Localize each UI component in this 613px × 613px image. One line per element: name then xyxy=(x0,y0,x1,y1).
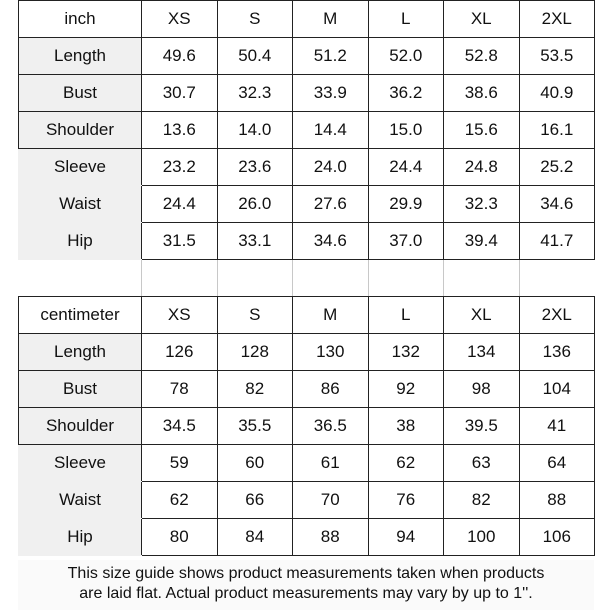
table-row xyxy=(19,112,595,149)
table-cell: 29.9 xyxy=(368,186,444,223)
table-cell: 41 xyxy=(519,408,595,445)
table-row xyxy=(19,149,595,186)
table-cell: 53.5 xyxy=(519,38,595,75)
table-row xyxy=(19,186,595,223)
table-cell: 38 xyxy=(368,408,444,445)
table-cell: 23.2 xyxy=(142,149,218,186)
table-cell: 52.8 xyxy=(444,38,520,75)
row-label: Waist xyxy=(19,482,142,519)
table-cell: 88 xyxy=(293,519,369,556)
table-row xyxy=(19,371,595,408)
table-cell: 13.6 xyxy=(142,112,218,149)
table-cell: 32.3 xyxy=(444,186,520,223)
size-header: 2XL xyxy=(519,1,595,38)
table-cell: 34.6 xyxy=(293,223,369,260)
table-cell: 128 xyxy=(217,334,293,371)
table-row xyxy=(19,445,595,482)
row-label: Waist xyxy=(19,186,142,223)
note-line: are laid flat. Actual product measurements may vary by up to 1''. xyxy=(79,585,533,602)
table-cell: 126 xyxy=(142,334,218,371)
table-cell: 132 xyxy=(368,334,444,371)
table-cell: 15.0 xyxy=(368,112,444,149)
table-cell: 14.4 xyxy=(293,112,369,149)
table-cell: 94 xyxy=(368,519,444,556)
table-cell: 80 xyxy=(142,519,218,556)
table-cell: 63 xyxy=(444,445,520,482)
table-cell: 50.4 xyxy=(217,38,293,75)
table-cell: 33.9 xyxy=(293,75,369,112)
row-label: Length xyxy=(19,38,142,75)
table-cell: 31.5 xyxy=(142,223,218,260)
table-cell: 16.1 xyxy=(519,112,595,149)
table-row xyxy=(19,334,595,371)
size-guide xyxy=(18,0,594,613)
table-cell: 62 xyxy=(368,445,444,482)
size-header: M xyxy=(293,297,369,334)
table-cell: 59 xyxy=(142,445,218,482)
unit-header: inch xyxy=(19,1,142,38)
table-cell: 34.6 xyxy=(519,186,595,223)
table-cell: 14.0 xyxy=(217,112,293,149)
table-cell: 49.6 xyxy=(142,38,218,75)
table-cell: 51.2 xyxy=(293,38,369,75)
table-row xyxy=(19,519,595,556)
size-header: M xyxy=(293,1,369,38)
centimeter-size-table xyxy=(18,296,595,556)
table-cell: 84 xyxy=(217,519,293,556)
table-cell: 106 xyxy=(519,519,595,556)
table-cell: 82 xyxy=(217,371,293,408)
inch-header-row xyxy=(19,1,595,38)
row-label: Sleeve xyxy=(19,149,142,186)
table-cell: 60 xyxy=(217,445,293,482)
table-cell: 15.6 xyxy=(444,112,520,149)
table-cell: 24.4 xyxy=(368,149,444,186)
table-cell: 62 xyxy=(142,482,218,519)
table-cell: 23.6 xyxy=(217,149,293,186)
table-row xyxy=(19,38,595,75)
table-cell: 32.3 xyxy=(217,75,293,112)
row-label: Bust xyxy=(19,371,142,408)
table-cell: 27.6 xyxy=(293,186,369,223)
table-cell: 61 xyxy=(293,445,369,482)
note-line: This size guide shows product measurements taken when products xyxy=(67,565,545,582)
table-cell: 64 xyxy=(519,445,595,482)
table-cell: 134 xyxy=(444,334,520,371)
size-header: S xyxy=(217,297,293,334)
table-cell: 86 xyxy=(293,371,369,408)
table-cell: 39.5 xyxy=(444,408,520,445)
table-cell: 130 xyxy=(293,334,369,371)
table-cell: 24.0 xyxy=(293,149,369,186)
table-cell: 24.8 xyxy=(444,149,520,186)
table-cell: 26.0 xyxy=(217,186,293,223)
row-label: Bust xyxy=(19,75,142,112)
table-cell: 41.7 xyxy=(519,223,595,260)
size-guide-note xyxy=(18,560,594,610)
table-cell: 37.0 xyxy=(368,223,444,260)
size-header: XS xyxy=(142,1,218,38)
table-cell: 33.1 xyxy=(217,223,293,260)
table-cell: 98 xyxy=(444,371,520,408)
table-cell: 30.7 xyxy=(142,75,218,112)
table-row xyxy=(19,408,595,445)
table-cell: 25.2 xyxy=(519,149,595,186)
size-header: XL xyxy=(444,1,520,38)
table-cell: 35.5 xyxy=(217,408,293,445)
table-cell: 82 xyxy=(444,482,520,519)
size-header: L xyxy=(368,1,444,38)
size-header: 2XL xyxy=(519,297,595,334)
table-row xyxy=(19,223,595,260)
row-label: Sleeve xyxy=(19,445,142,482)
unit-header: centimeter xyxy=(19,297,142,334)
size-header: L xyxy=(368,297,444,334)
table-cell: 70 xyxy=(293,482,369,519)
size-header: XS xyxy=(142,297,218,334)
table-row xyxy=(19,482,595,519)
table-cell: 66 xyxy=(217,482,293,519)
table-cell: 38.6 xyxy=(444,75,520,112)
size-header: XL xyxy=(444,297,520,334)
table-cell: 39.4 xyxy=(444,223,520,260)
table-cell: 78 xyxy=(142,371,218,408)
table-cell: 104 xyxy=(519,371,595,408)
table-cell: 34.5 xyxy=(142,408,218,445)
table-row xyxy=(19,75,595,112)
row-label: Shoulder xyxy=(19,112,142,149)
table-cell: 76 xyxy=(368,482,444,519)
inch-size-table xyxy=(18,0,595,260)
table-spacer xyxy=(18,260,594,296)
table-cell: 36.2 xyxy=(368,75,444,112)
row-label: Hip xyxy=(19,519,142,556)
table-cell: 36.5 xyxy=(293,408,369,445)
size-header: S xyxy=(217,1,293,38)
table-cell: 100 xyxy=(444,519,520,556)
table-cell: 88 xyxy=(519,482,595,519)
table-cell: 24.4 xyxy=(142,186,218,223)
table-cell: 40.9 xyxy=(519,75,595,112)
cm-header-row xyxy=(19,297,595,334)
row-label: Hip xyxy=(19,223,142,260)
row-label: Shoulder xyxy=(19,408,142,445)
table-cell: 136 xyxy=(519,334,595,371)
table-cell: 92 xyxy=(368,371,444,408)
row-label: Length xyxy=(19,334,142,371)
table-cell: 52.0 xyxy=(368,38,444,75)
